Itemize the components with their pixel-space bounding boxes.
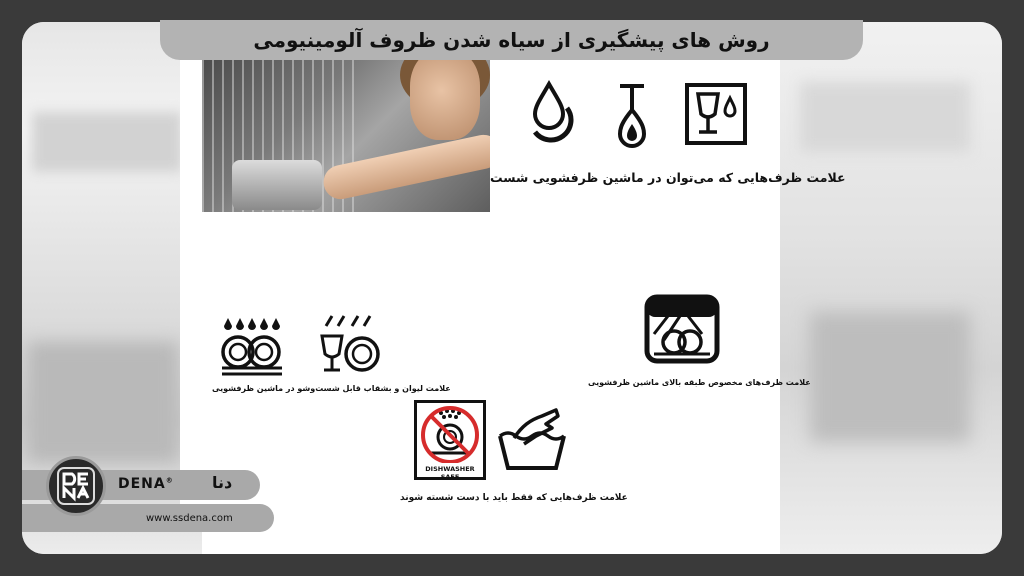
brand-name-fa: دنا — [212, 473, 233, 492]
water-drop-cycle-icon — [523, 78, 587, 150]
dishwasher-prohibited-icon — [417, 403, 483, 463]
prohibited-dishwasher-badge — [414, 400, 486, 480]
page-title: روش های پیشگیری از سیاه شدن ظروف آلومینیومی — [253, 28, 770, 52]
dishwasher-safe-badge-text: DISHWASHER SAFE — [425, 465, 475, 481]
hand-wash-caption: علامت ظرف‌هایی که فقط باید با دست شسته شوند — [400, 493, 628, 503]
wine-glass-drop-icon — [612, 80, 652, 150]
blurred-background-right — [780, 22, 1002, 554]
glass-and-plate-icon — [318, 314, 380, 376]
brand-name-en: DENA® — [118, 476, 174, 492]
top-rack-dishwasher-icon — [644, 294, 720, 364]
top-rack-caption: علامت ظرف‌های مخصوص طبقه بالای ماشین ظرفشویی — [588, 378, 811, 387]
dishwasher-photo — [202, 60, 490, 212]
dena-logo — [46, 456, 106, 516]
glass-in-box-icon — [684, 82, 748, 146]
hand-wash-basin-icon — [494, 406, 570, 472]
website-url[interactable]: www.ssdena.com — [146, 512, 233, 524]
glass-plate-caption: علامت لیوان و بشقاب قابل شست‌وشو در ماشین ظرفشویی — [212, 384, 451, 393]
plates-under-water-icon — [220, 316, 284, 378]
dena-logo-mark-icon — [54, 464, 98, 508]
title-bar — [160, 20, 863, 60]
dishwasher-safe-caption: علامت ظرف‌هایی که می‌توان در ماشین ظرفشویی شست — [490, 170, 846, 185]
